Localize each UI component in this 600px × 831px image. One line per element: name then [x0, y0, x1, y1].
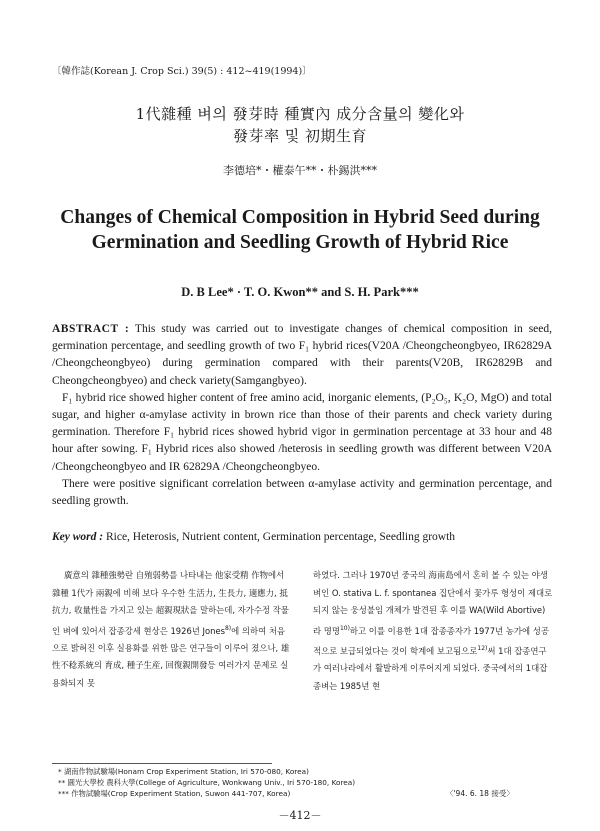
korean-authors: 李德培*・權泰午**・朴錫洪***: [223, 164, 377, 177]
footnote-divider: [52, 763, 272, 764]
footnote-1: * 湖南作物試驗場(Honam Crop Experiment Station, Iri 570-080, Korea): [58, 767, 309, 776]
abstract-paragraph-1: [52, 321, 552, 390]
body-column-left: [52, 567, 292, 692]
english-title-line-1: Changes of Chemical Composition in Hybrid Seed during: [60, 207, 540, 228]
korean-title-line-1: 1代雜種 벼의 發芽時 種實內 成分含量의 變化와: [135, 105, 465, 123]
body-right-text-c: 써 1대 잡종연구가 여러나라에서 활발하게 이루어지게 되었다. 중국에서의 1대잡종벼는 1985년 현: [313, 645, 548, 691]
abstract-paragraph-3: There were positive significant correlation between α-amylase activity and germination percentage, and seedling growth.: [52, 477, 552, 508]
body-left-text-a: 廣意의 雜種強勢란 自殖弱勢를 나타내는 他家受精 作物에서 雜種 1代가 兩親에 비해 보다 우수한 生活力, 生長力, 適應力, 抵抗力, 收量性을 가지고 있는 超親現狀을 말하는데, 자가수정 작물인 벼에 있어서 잡종강세 현상은 1926년 Jones: [52, 570, 289, 636]
page-number: －412－: [278, 809, 322, 822]
footnote-2: ** 圓光大學校 農科大學(College of Agriculture, Wonkwang Univ., Iri 570-180, Korea): [58, 778, 356, 787]
reference-10: 10): [339, 624, 350, 632]
abstract-text-1: This study was carried out to investigate changes of chemical composition in seed, germination percentage, and seedling growth of two F₁ hybrid rices(V20A /Cheongcheongbyeo, IR62829A /Cheongcheongbyeo) during germination compared with their parents(V20B, IR62829B and Cheongcheongbyeo) and check variety(Samgangbyeo).: [52, 323, 552, 387]
body-column-right: [313, 567, 553, 695]
reference-8: 8): [224, 624, 232, 632]
keywords-text: Rice, Heterosis, Nutrient content, Germination percentage, Seedling growth: [103, 531, 456, 543]
keywords-label: Key word :: [52, 531, 104, 543]
english-title-line-2: Germination and Seedling Growth of Hybrid Rice: [91, 232, 509, 253]
journal-citation: 〔韓作誌(Korean J. Crop Sci.) 39(5) : 412~419(1994)〕: [52, 66, 312, 77]
body-left-text-b: 에 의하여 처음으로 밝혀진 이후 실용화를 위한 많은 연구들이 이루어 졌으나, 雄性不稔系統의 育成, 種子生産, 回復親開發등 여러가지 문제로 실용화되지 못: [52, 625, 290, 688]
reference-12: 12): [477, 644, 488, 652]
abstract: [52, 321, 552, 510]
body-right-text-a: 하였다. 그러나 1970년 중국의 海南島에서 혼히 볼 수 있는 야생벼인 O. stativa L. f. spontanea 집단에서 꽃가루 형성이 제대로 되지 않는 웅성불임 개체가 발견된 후 이를 WA(Wild Abortive)라 명명: [313, 570, 553, 636]
abstract-label: ABSTRACT :: [52, 323, 130, 335]
footnote-3: *** 作物試驗場(Crop Experiment Station, Suwon 441-707, Korea): [58, 789, 291, 798]
body-left-paragraph: [52, 567, 292, 692]
abstract-paragraph-2: F₁ hybrid rice showed higher content of free amino acid, inorganic elements, (P₂O₅, K₂O, MgO) and total sugar, and higher α-amylase activity in brown rice than those of their parents and check variety during germination. Therefore F₁ hybrid rices showed hybrid vigor in germination percentage at 33 hour and 48 hour after sowing. F₁ Hybrid rices also showed /heterosis in seedling growth was different between V20A /Cheongcheongbyeo and IR 62829A /Cheongcheongbyeo.: [52, 391, 552, 473]
footnotes: [58, 766, 355, 799]
english-authors: D. B Lee* · T. O. Kwon** and S. H. Park***: [181, 285, 419, 299]
received-date: 〈'94. 6. 18 接受〉: [446, 789, 514, 798]
korean-title-line-2: 發芽率 및 初期生育: [232, 127, 368, 145]
body-right-text-b: 하고 이를 이용한 1대 잡종종자가 1977년 농가에 성공적으로 보급되었다는 것이 학계에 보고됨으로: [313, 625, 549, 656]
body-right-paragraph: [313, 567, 553, 695]
keywords: [52, 531, 552, 543]
